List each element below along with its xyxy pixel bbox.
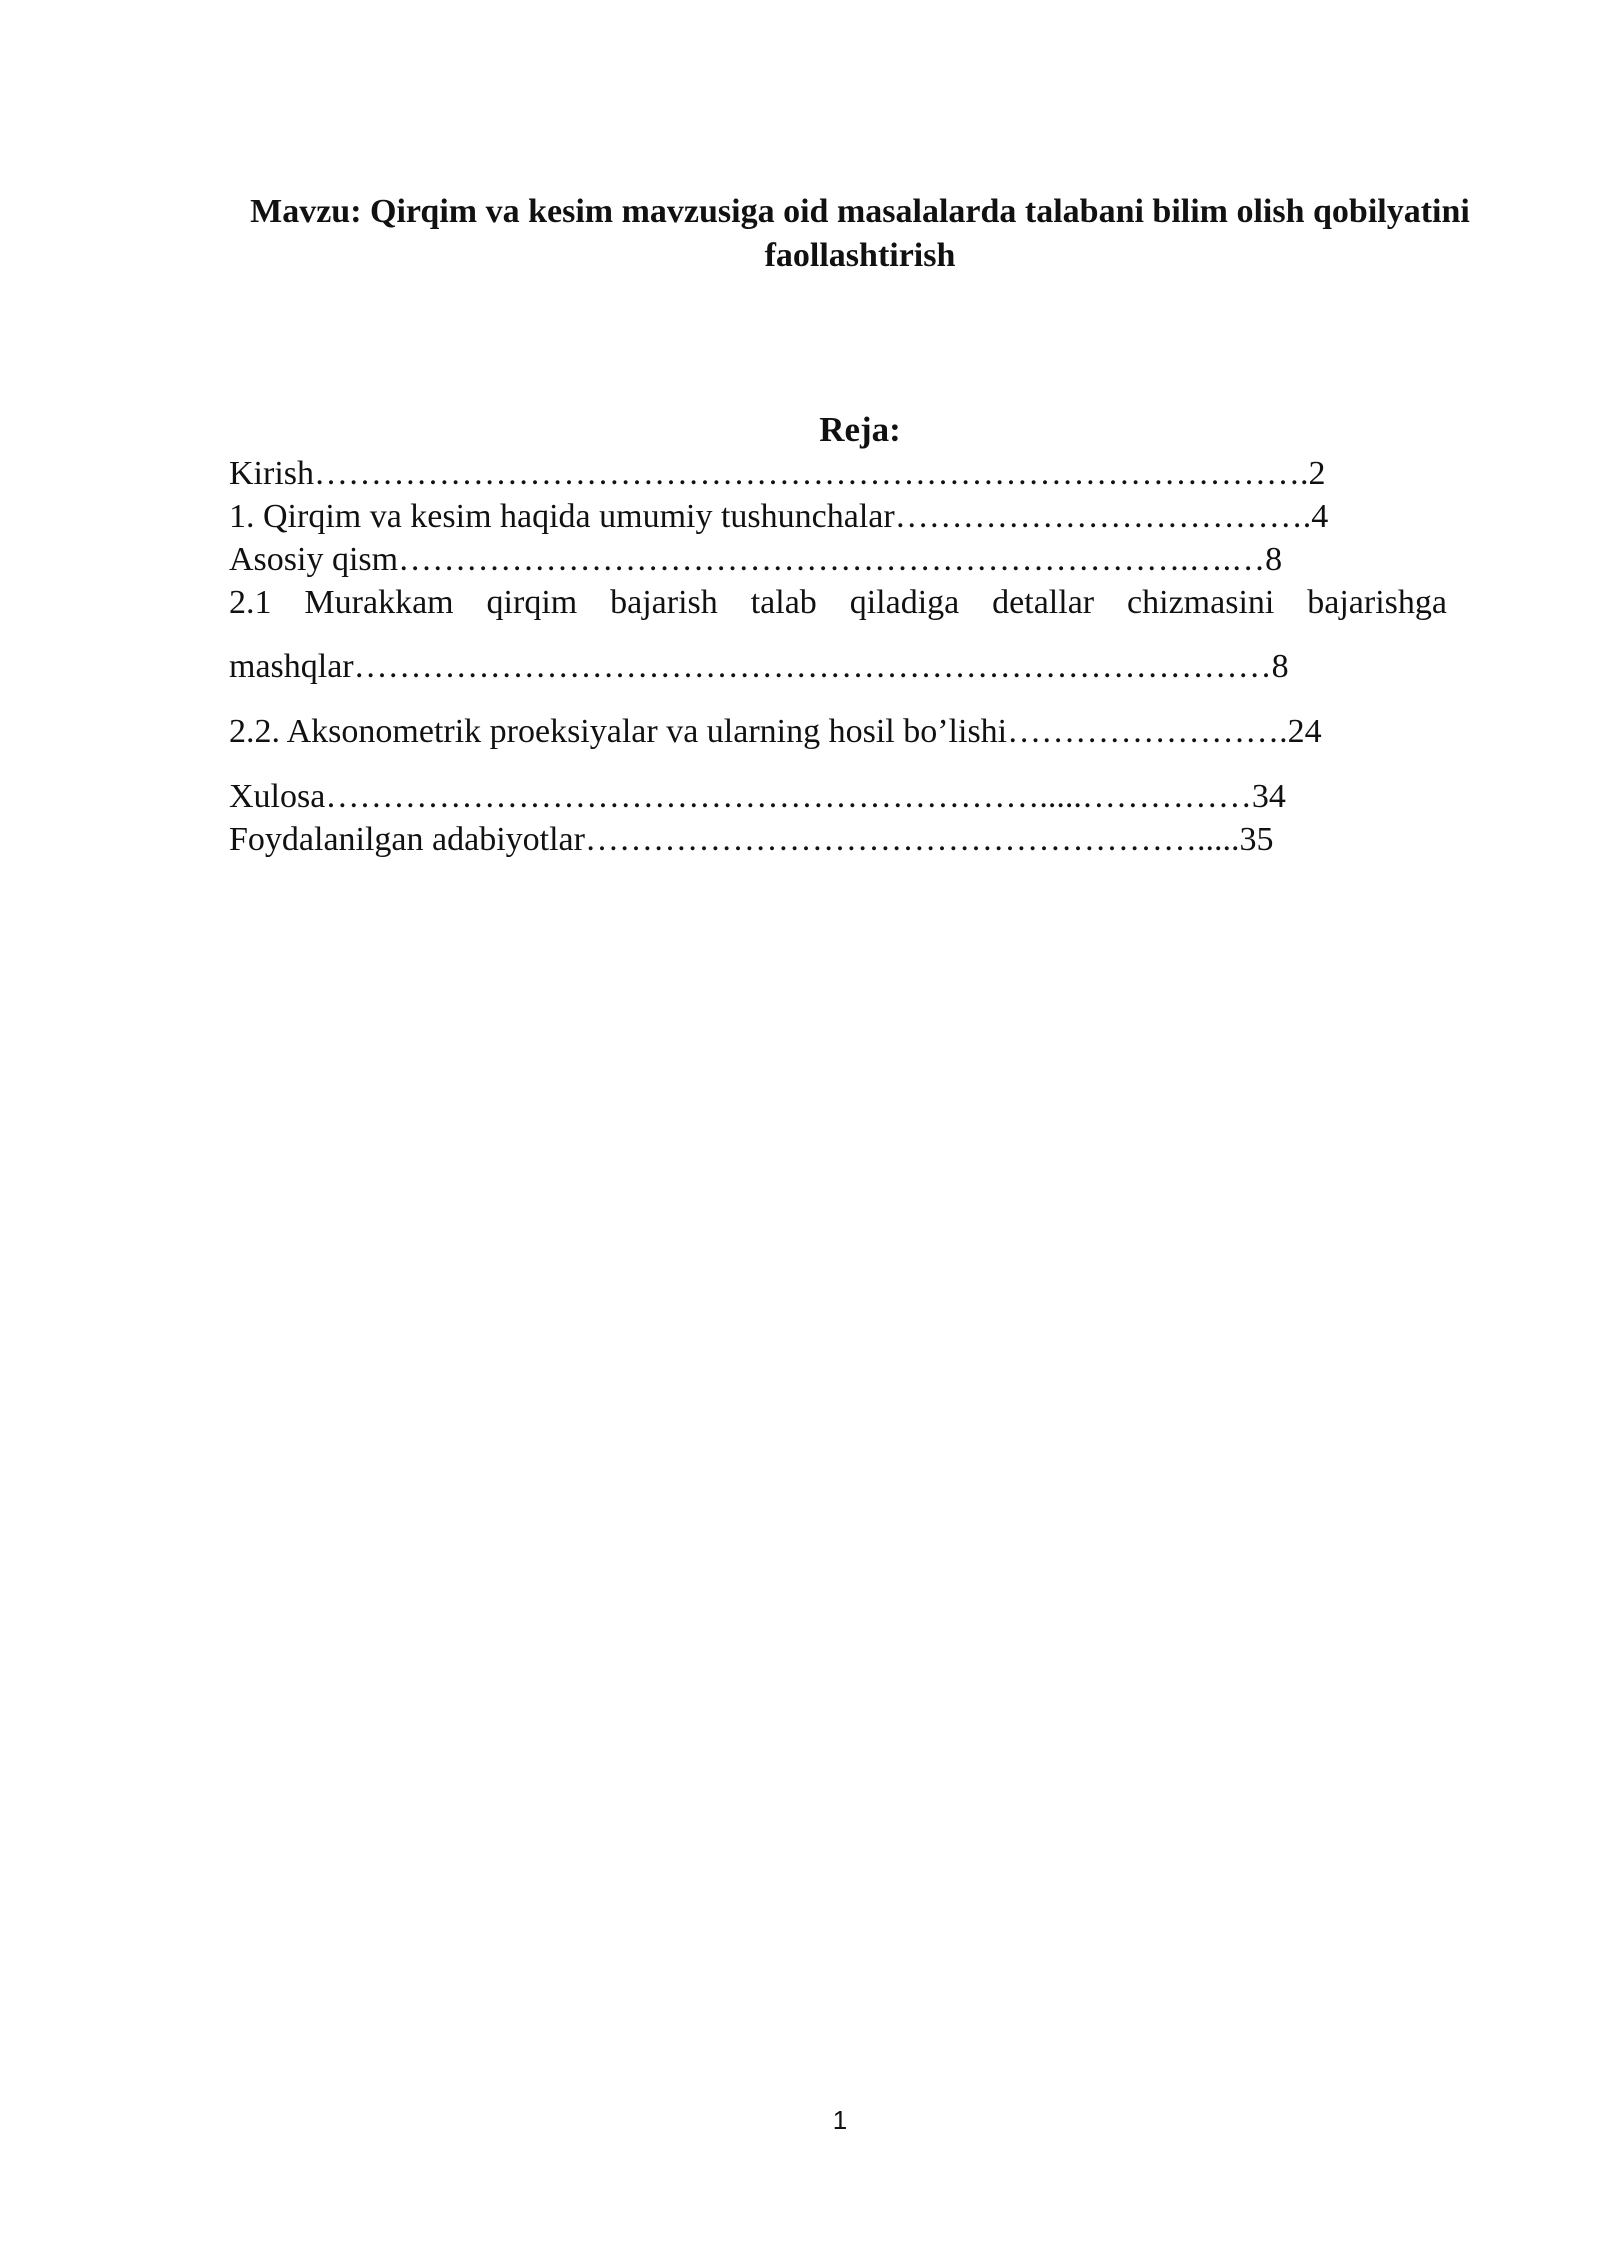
toc-entry-section-2-2: 2.2. Aksonometrik proeksiyalar va ularning hosil bo’lishi…………………….24 [229,713,1322,750]
document-title: Mavzu: Qirqim va kesim mavzusiga oid masalalarda talabani bilim olish qobilyatini faollashtirish [250,193,1470,274]
table-of-contents [229,452,1447,861]
plan-heading: Reja: [819,410,901,449]
toc-entry-asosiy-qism: Asosiy qism…………………………………………………………….….…8 [229,541,1283,578]
toc-entry-chapter-1: 1. Qirqim va kesim haqida umumiy tushunchalar……………………………….4 [229,498,1329,535]
toc-entry-kirish: Kirish…………………………………………………………………………….2 [229,455,1326,492]
toc-entry-adabiyotlar: Foydalanilgan adabiyotlar……………………………………………….....35 [229,821,1274,858]
toc-entry-section-2-1-continued: mashqlar………………………………………………………………………8 [229,648,1289,685]
page-number: 1 [832,2105,848,2135]
toc-entry-xulosa: Xulosa……………………………………………………….....……………34 [229,778,1286,815]
toc-entry-section-2-1: 2.1 Murakkam qirqim bajarish talab qiladiga detallar chizmasini bajarishga [229,584,1447,621]
